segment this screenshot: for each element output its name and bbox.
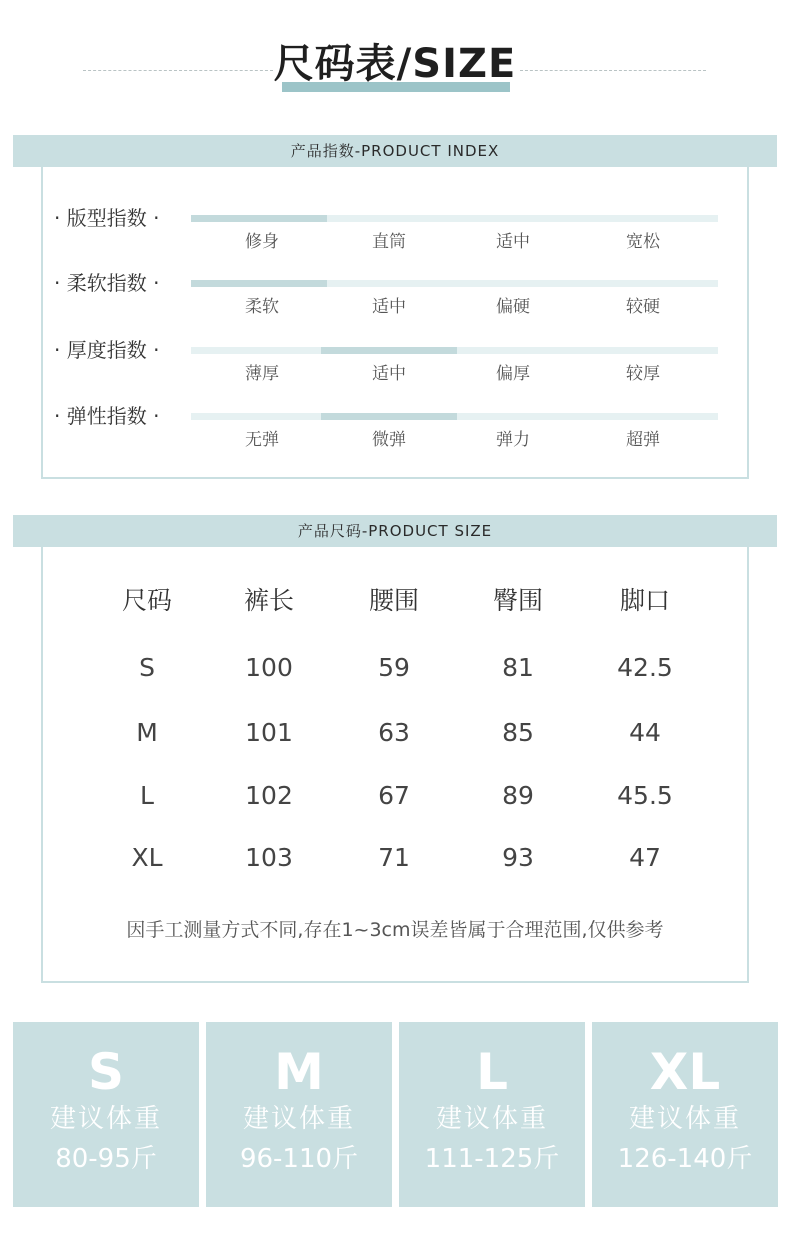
index-option: 偏厚 (496, 364, 530, 384)
index-label: · 版型指数 · (54, 206, 160, 230)
weight-card (399, 1022, 585, 1207)
card-range: 126-140斤 (617, 1144, 753, 1174)
index-track (191, 413, 718, 420)
index-option: 无弹 (245, 430, 279, 450)
table-cell: 67 (378, 781, 410, 810)
table-cell: 81 (502, 653, 534, 682)
table-cell: 103 (245, 843, 293, 872)
card-range: 96-110斤 (239, 1144, 359, 1174)
measurement-note: 因手工测量方式不同,存在1~3cm误差皆属于合理范围,仅供参考 (126, 919, 664, 941)
product-index-header: 产品指数-PRODUCT INDEX (13, 135, 777, 167)
index-option: 超弹 (626, 430, 660, 450)
column-header: 臀围 (492, 586, 543, 615)
index-track (191, 280, 718, 287)
column-header: 尺码 (121, 586, 172, 615)
card-label: 建议体重 (435, 1104, 548, 1134)
index-option: 薄厚 (245, 364, 279, 384)
card-label: 建议体重 (242, 1104, 355, 1134)
table-cell: 85 (502, 718, 534, 747)
index-option: 较硬 (626, 297, 660, 317)
table-cell: S (139, 653, 155, 682)
index-option: 修身 (245, 232, 279, 252)
table-cell: 102 (245, 781, 293, 810)
index-fill (321, 347, 457, 354)
card-range: 80-95斤 (55, 1144, 157, 1174)
table-cell: 93 (502, 843, 534, 872)
card-size: M (274, 1043, 324, 1101)
index-fill (191, 215, 327, 222)
index-option: 宽松 (626, 232, 660, 252)
table-cell: 44 (629, 718, 661, 747)
page-title: 尺码表/SIZE (273, 41, 517, 87)
table-cell: 59 (378, 653, 410, 682)
card-size: XL (649, 1043, 721, 1101)
index-option: 适中 (372, 297, 406, 317)
index-label: · 弹性指数 · (54, 404, 160, 428)
index-track (191, 347, 718, 354)
index-option: 适中 (496, 232, 530, 252)
card-label: 建议体重 (49, 1104, 162, 1134)
table-cell: M (136, 718, 158, 747)
card-label: 建议体重 (628, 1104, 741, 1134)
table-cell: 101 (245, 718, 293, 747)
index-fill (191, 280, 327, 287)
index-label: · 厚度指数 · (54, 338, 160, 362)
column-header: 脚口 (619, 586, 670, 615)
index-option: 柔软 (245, 297, 279, 317)
table-cell: 89 (502, 781, 534, 810)
index-label: · 柔软指数 · (54, 271, 160, 295)
weight-card (206, 1022, 392, 1207)
table-cell: 100 (245, 653, 293, 682)
table-cell: 71 (378, 843, 410, 872)
weight-card (592, 1022, 778, 1207)
table-cell: 42.5 (617, 653, 673, 682)
card-range: 111-125斤 (424, 1144, 560, 1174)
index-option: 直筒 (372, 232, 406, 252)
index-option: 适中 (372, 364, 406, 384)
table-cell: L (140, 781, 154, 810)
column-header: 裤长 (243, 586, 294, 615)
index-track (191, 215, 718, 222)
card-size: S (87, 1043, 124, 1101)
index-fill (321, 413, 457, 420)
table-cell: 47 (629, 843, 661, 872)
table-cell: XL (131, 843, 163, 872)
index-option: 微弹 (372, 430, 406, 450)
weight-card (13, 1022, 199, 1207)
card-size: L (476, 1043, 508, 1101)
index-option: 弹力 (496, 430, 530, 450)
product-size-header: 产品尺码-PRODUCT SIZE (13, 515, 777, 547)
index-option: 偏硬 (496, 297, 530, 317)
table-cell: 45.5 (617, 781, 673, 810)
column-header: 腰围 (368, 586, 419, 615)
index-option: 较厚 (626, 364, 660, 384)
table-cell: 63 (378, 718, 410, 747)
